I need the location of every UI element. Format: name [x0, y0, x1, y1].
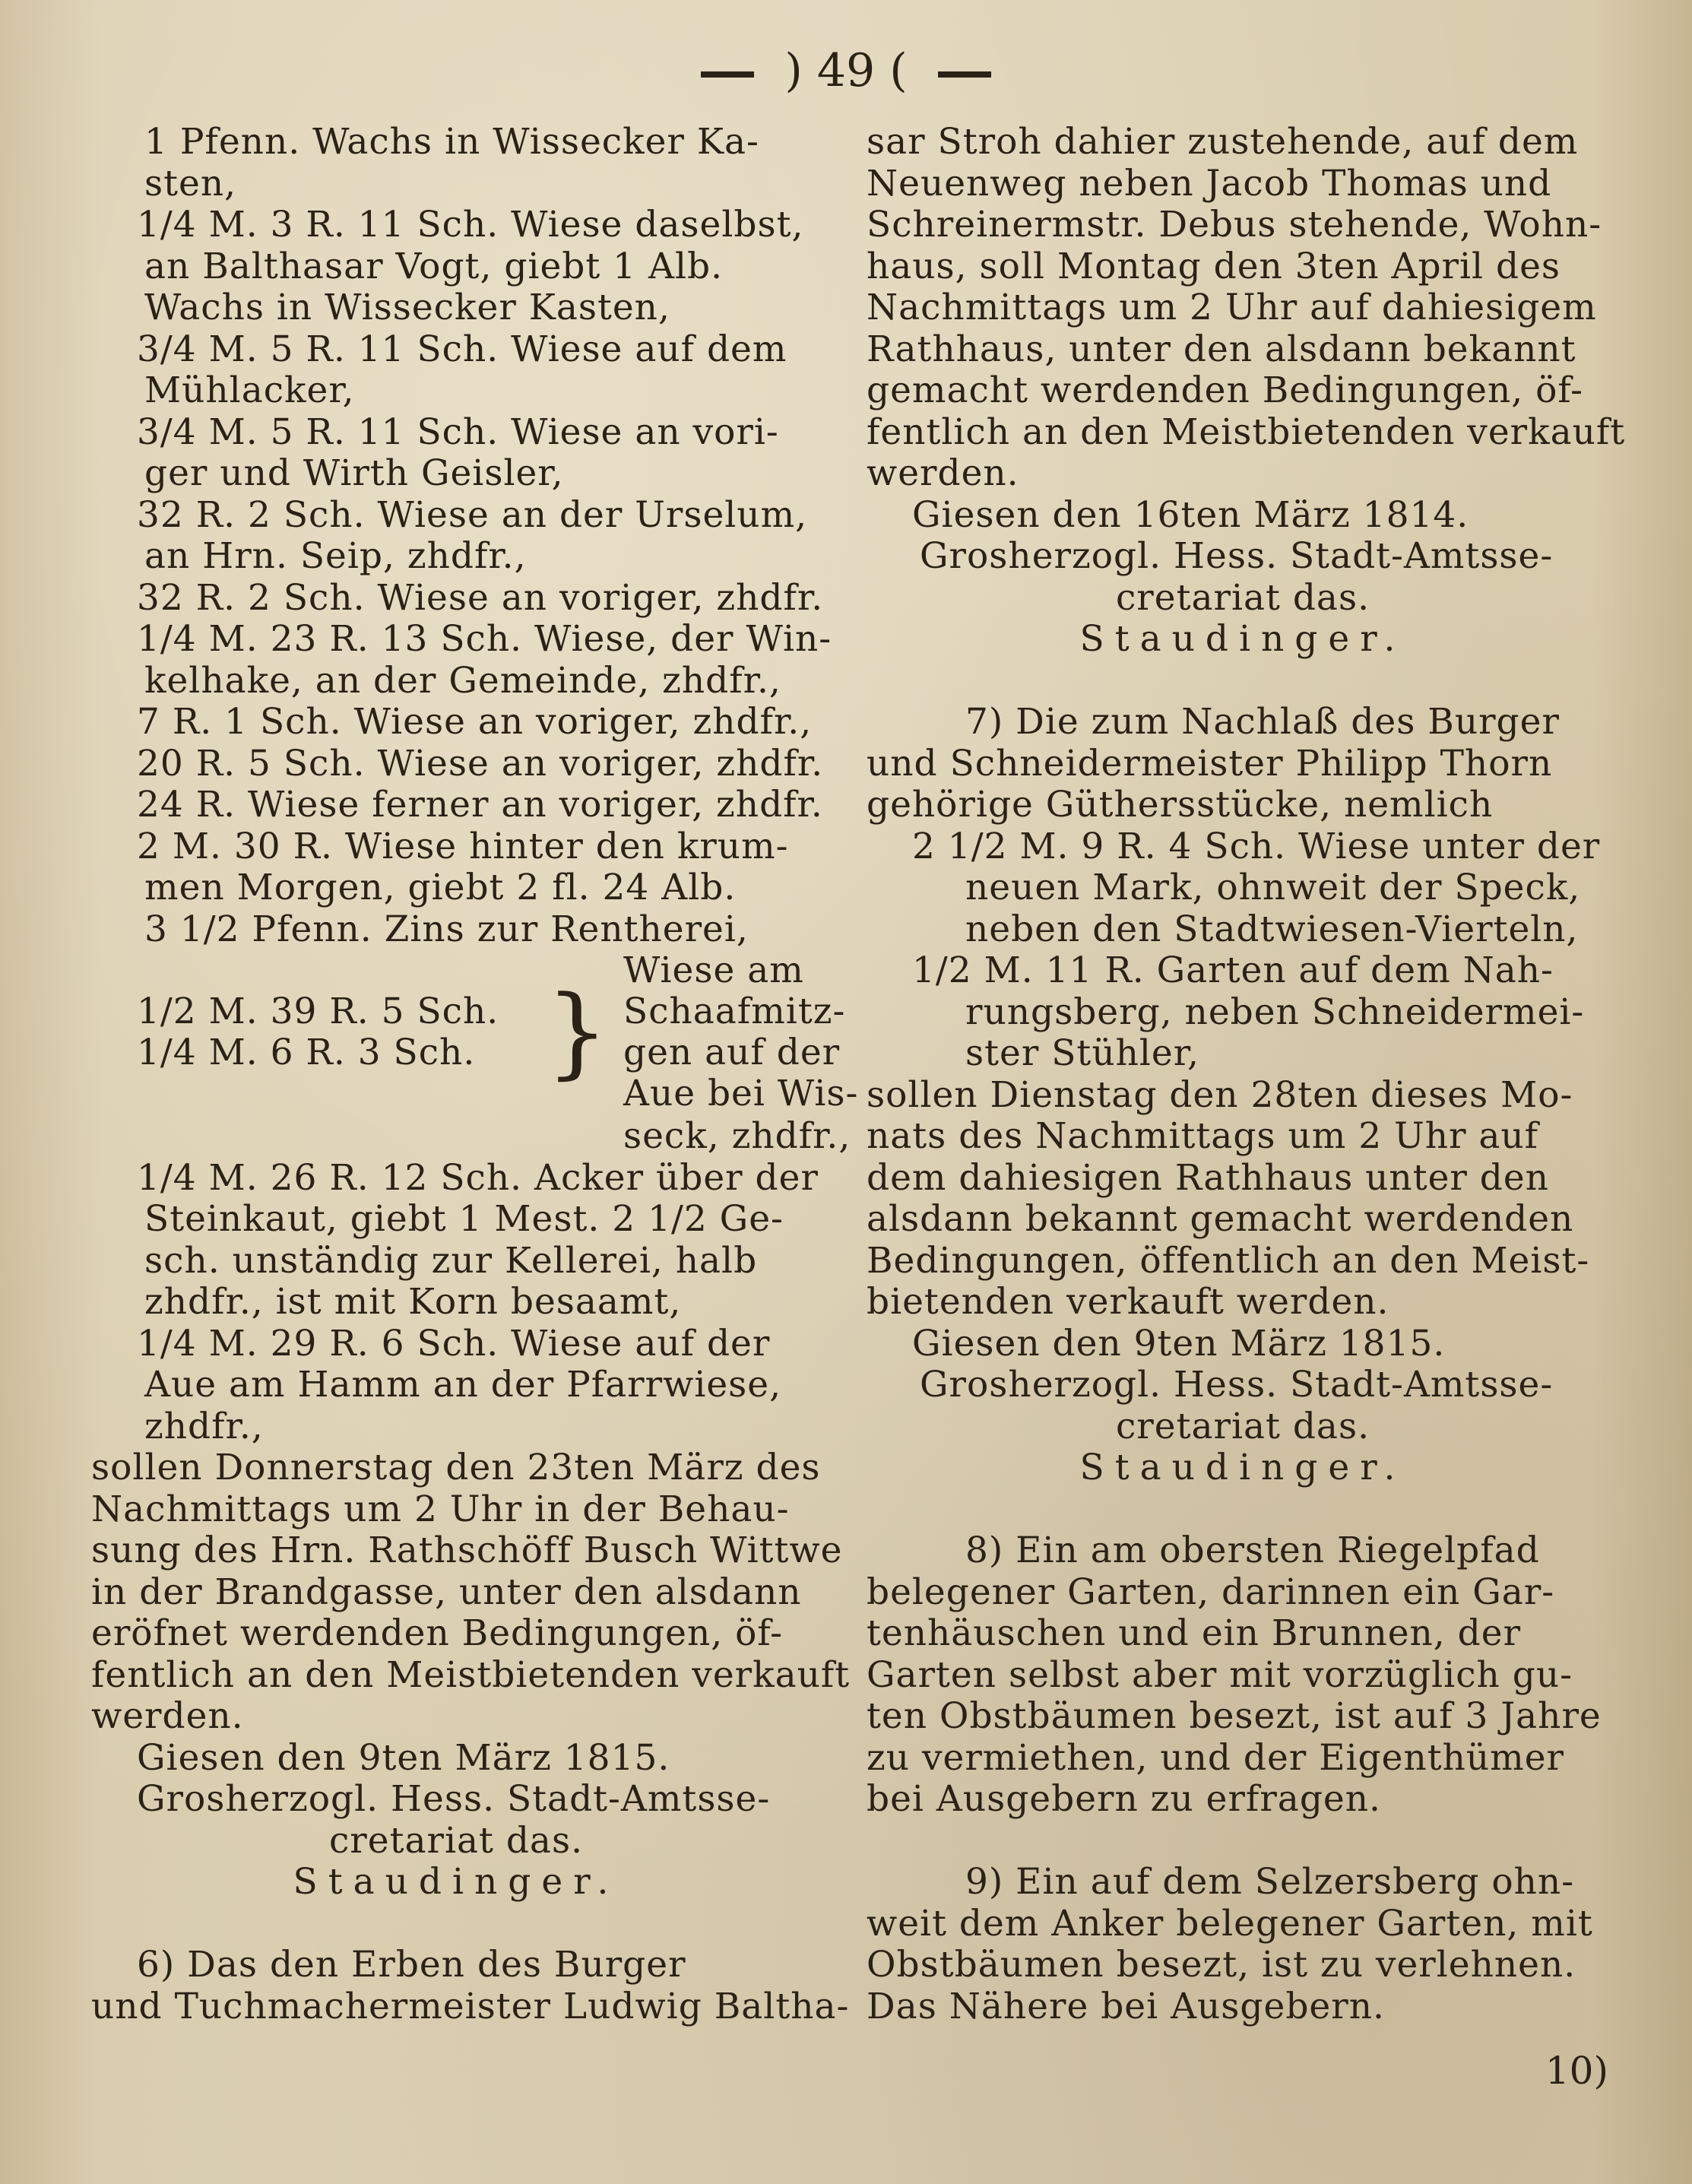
page-header: [0, 36, 1692, 105]
office-line: cretariat das.: [1115, 1405, 1370, 1447]
left-column: [91, 121, 859, 2027]
text-line: an Balthasar Vogt, giebt 1 Alb.: [144, 245, 724, 287]
brace-right-line: Wiese am: [623, 949, 804, 991]
office-line: Grosherzogl. Hess. Stadt-Amtsse-: [137, 1778, 771, 1820]
text-line: Wachs in Wissecker Kasten,: [144, 287, 670, 328]
header-dash-left: [701, 71, 754, 78]
text-line: gemacht werdenden Bedingungen, öf-: [867, 369, 1584, 411]
text-line: sch. unständig zur Kellerei, halb: [144, 1239, 758, 1282]
office-line: Grosherzogl. Hess. Stadt-Amtsse-: [920, 1364, 1554, 1406]
text-line: gehörige Güthersstücke, nemlich: [867, 784, 1494, 826]
text-line: bietenden verkauft werden.: [867, 1281, 1389, 1323]
brace-left-line: 1/4 M. 6 R. 3 Sch.: [137, 1032, 476, 1073]
office-line: cretariat das.: [328, 1819, 584, 1862]
text-line: ten Obstbäumen besezt, ist auf 3 Jahre: [867, 1695, 1602, 1737]
text-line: rungsberg, neben Schneidermei-: [965, 991, 1585, 1033]
brace-group: [91, 949, 859, 1116]
text-line: Aue am Hamm an der Pfarrwiese,: [144, 1364, 782, 1406]
brace-right-line: Aue bei Wis-: [623, 1073, 859, 1114]
text-line: ger und Wirth Geisler,: [144, 452, 564, 494]
text-line: dem dahiesigen Rathhaus unter den: [867, 1156, 1549, 1199]
text-line: tenhäuschen und ein Brunnen, der: [867, 1612, 1522, 1654]
text-line: zhdfr.,: [144, 1405, 264, 1447]
text-line: Bedingungen, öffentlich an den Meist-: [867, 1239, 1590, 1282]
text-line: sollen Dienstag den 28ten dieses Mo-: [867, 1073, 1573, 1116]
text-line: Das Nähere bei Ausgebern.: [867, 1985, 1385, 2027]
date-line: Giesen den 9ten März 1815.: [137, 1736, 670, 1779]
text-line: werden.: [91, 1695, 244, 1737]
text-line: Obstbäumen besezt, ist zu verlehnen.: [867, 1944, 1576, 1986]
text-line: 1/4 M. 26 R. 12 Sch. Acker über der: [137, 1156, 819, 1199]
brace-right-line: seck, zhdfr.,: [623, 1115, 851, 1157]
text-line: 3/4 M. 5 R. 11 Sch. Wiese auf dem: [137, 328, 787, 370]
text-line: in der Brandgasse, unter den alsdann: [91, 1571, 802, 1613]
text-line: men Morgen, giebt 2 fl. 24 Alb.: [144, 867, 737, 908]
text-line: werden.: [867, 452, 1019, 494]
text-line: fentlich an den Meistbietenden verkauft: [91, 1653, 851, 1696]
text-line: 1/4 M. 29 R. 6 Sch. Wiese auf der: [137, 1322, 771, 1365]
text-line: sollen Donnerstag den 23ten März des: [91, 1447, 821, 1488]
text-line: neuen Mark, ohnweit der Speck,: [965, 867, 1581, 908]
text-line: 3 1/2 Pfenn. Zins zur Rentherei,: [144, 908, 749, 950]
text-line: 1/4 M. 23 R. 13 Sch. Wiese, der Win-: [137, 618, 832, 660]
text-line: an Hrn. Seip, zhdfr.,: [144, 535, 527, 577]
text-line: 24 R. Wiese ferner an voriger, zhdfr.: [137, 784, 823, 826]
catchword: 10): [1545, 2049, 1608, 2093]
header-dash-right: [938, 71, 991, 78]
text-line: fentlich an den Meistbietenden verkauft: [867, 410, 1626, 453]
text-line: sten,: [144, 162, 237, 204]
text-line: zhdfr., ist mit Korn besaamt,: [144, 1281, 682, 1323]
text-line: Mühlacker,: [144, 369, 355, 411]
text-line: 9) Ein auf dem Selzersberg ohn-: [965, 1861, 1575, 1903]
text-line: 8) Ein am obersten Riegelpfad: [965, 1529, 1540, 1571]
text-line: Schreinermstr. Debus stehende, Wohn-: [867, 204, 1602, 246]
text-line: zu vermiethen, und der Eigenthümer: [867, 1736, 1565, 1779]
text-line: 2 M. 30 R. Wiese hinter den krum-: [137, 825, 789, 867]
signature: Staudinger.: [1079, 618, 1406, 660]
text-line: bei Ausgebern zu erfragen.: [867, 1778, 1381, 1820]
text-line: sung des Hrn. Rathschöff Busch Wittwe: [91, 1529, 843, 1571]
text-line: kelhake, an der Gemeinde, zhdfr.,: [144, 659, 781, 702]
text-line: 1/2 M. 11 R. Garten auf dem Nah-: [912, 949, 1554, 991]
text-line: alsdann bekannt gemacht werdenden: [867, 1198, 1574, 1240]
page-number: ) 49 (: [784, 44, 908, 97]
text-line: Nachmittags um 2 Uhr in der Behau-: [91, 1488, 790, 1530]
text-line: nats des Nachmittags um 2 Uhr auf: [867, 1115, 1539, 1157]
text-line: 7 R. 1 Sch. Wiese an voriger, zhdfr.,: [137, 701, 813, 743]
signature: Staudinger.: [1079, 1447, 1406, 1488]
brace-left-line: 1/2 M. 39 R. 5 Sch.: [137, 991, 499, 1032]
text-line: Nachmittags um 2 Uhr auf dahiesigem: [867, 287, 1597, 328]
text-line: Garten selbst aber mit vorzüglich gu-: [867, 1653, 1573, 1696]
text-line: neben den Stadtwiesen-Vierteln,: [965, 908, 1579, 950]
text-line: Neuenweg neben Jacob Thomas und: [867, 162, 1552, 204]
text-line: weit dem Anker belegener Garten, mit: [867, 1902, 1593, 1945]
text-line: sar Stroh dahier zustehende, auf dem: [867, 121, 1579, 163]
text-line: 20 R. 5 Sch. Wiese an voriger, zhdfr.: [137, 742, 824, 785]
text-line: 2 1/2 M. 9 R. 4 Sch. Wiese unter der: [912, 825, 1601, 867]
text-line: 1 Pfenn. Wachs in Wissecker Ka-: [144, 121, 759, 163]
signature: Staudinger.: [293, 1861, 619, 1903]
date-line: Giesen den 16ten März 1814.: [912, 493, 1469, 536]
text-line: 3/4 M. 5 R. 11 Sch. Wiese an vori-: [137, 410, 779, 453]
text-line: 1/4 M. 3 R. 11 Sch. Wiese daselbst,: [137, 204, 804, 246]
text-line: eröfnet werdenden Bedingungen, öf-: [91, 1612, 783, 1654]
right-column: [867, 121, 1626, 2027]
text-line: Steinkaut, giebt 1 Mest. 2 1/2 Ge-: [144, 1198, 784, 1240]
text-line: 32 R. 2 Sch. Wiese an der Urselum,: [137, 493, 808, 536]
text-line: belegener Garten, darinnen ein Gar-: [867, 1571, 1555, 1613]
date-line: Giesen den 9ten März 1815.: [912, 1322, 1446, 1365]
brace-right-line: Schaafmitz-: [623, 991, 846, 1032]
office-line: cretariat das.: [1115, 576, 1370, 619]
office-line: Grosherzogl. Hess. Stadt-Amtsse-: [920, 535, 1554, 577]
text-line: 6) Das den Erben des Burger: [137, 1944, 686, 1986]
text-line: ster Stühler,: [965, 1032, 1199, 1074]
text-line: und Schneidermeister Philipp Thorn: [867, 742, 1553, 785]
text-line: Rathhaus, unter den alsdann bekannt: [867, 328, 1576, 370]
text-line: 7) Die zum Nachlaß des Burger: [965, 701, 1560, 743]
text-line: haus, soll Montag den 3ten April des: [867, 245, 1561, 287]
curly-brace-icon: }: [546, 974, 610, 1089]
brace-right-line: gen auf der: [623, 1032, 841, 1073]
text-line: und Tuchmachermeister Ludwig Baltha-: [91, 1985, 850, 2027]
text-line: 32 R. 2 Sch. Wiese an voriger, zhdfr.: [137, 576, 824, 619]
